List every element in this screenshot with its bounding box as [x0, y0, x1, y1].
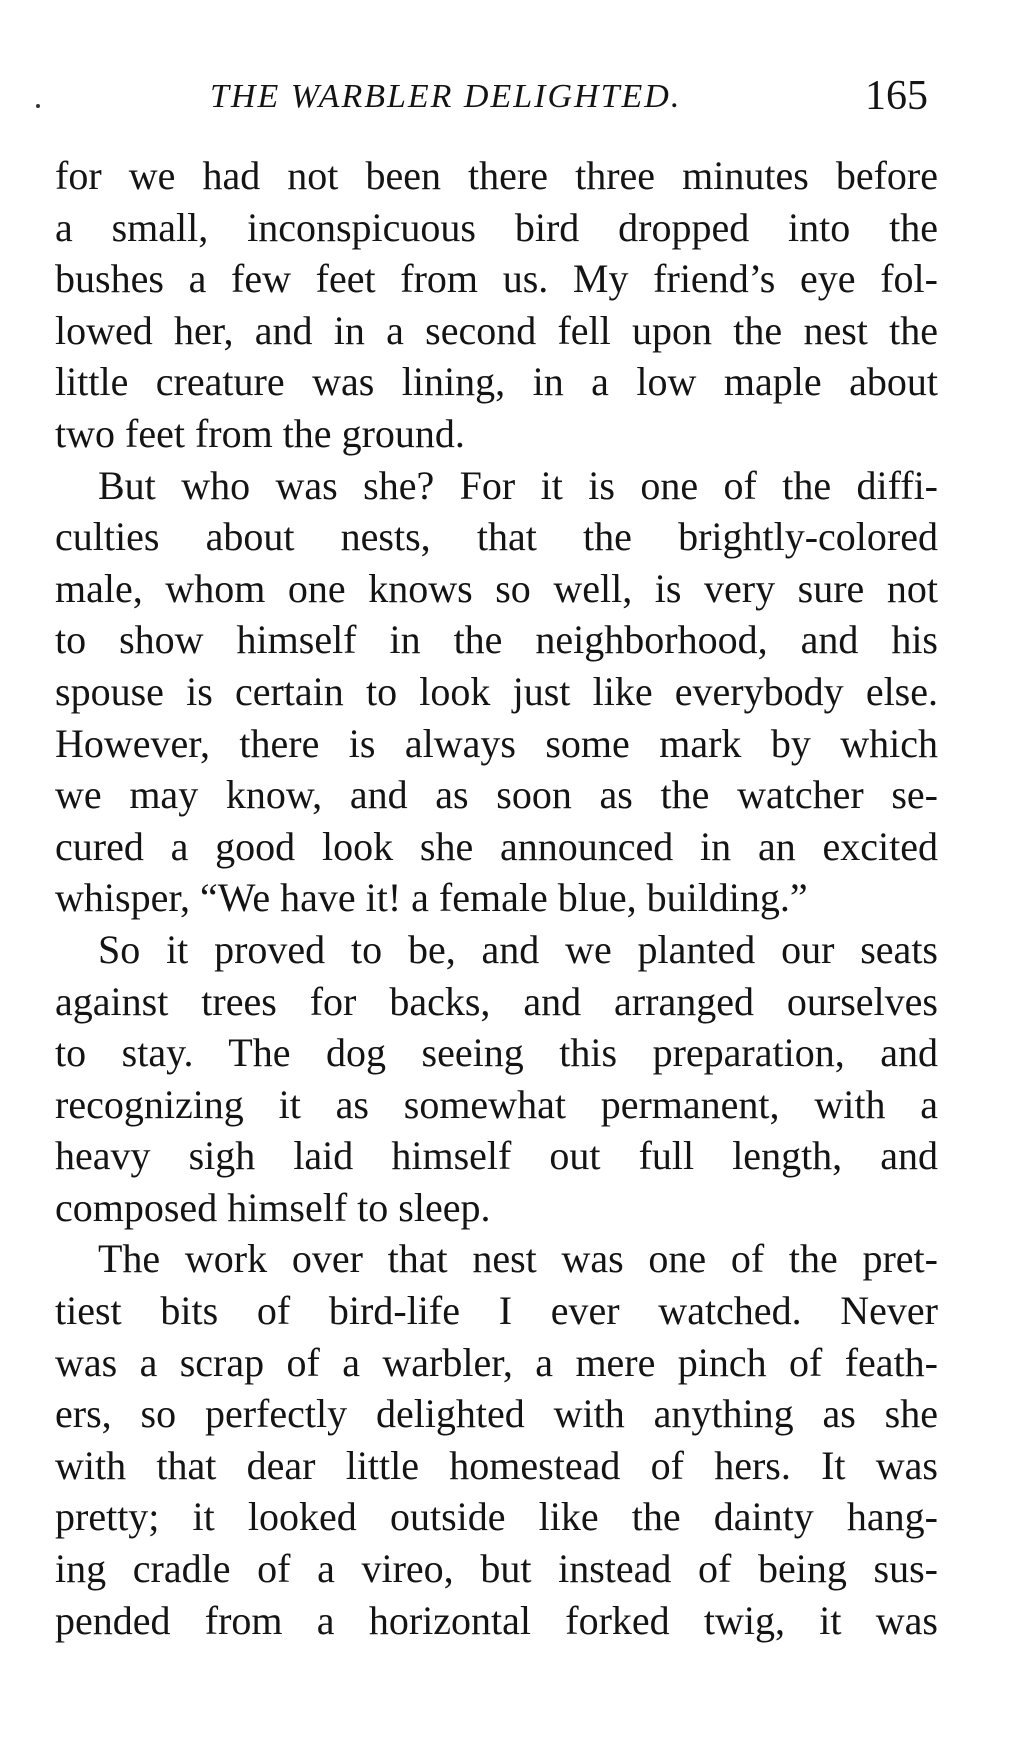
text-line: ing cradle of a vireo, but instead of being sus-	[55, 1546, 938, 1592]
text-line: The work over that nest was one of the pret-	[98, 1236, 938, 1282]
running-head	[55, 72, 938, 126]
text-line: whisper, “We have it! a female blue, building.”	[55, 875, 808, 921]
text-line: But who was she? For it is one of the diffi-	[98, 462, 938, 508]
text-line: tiest bits of bird-life I ever watched. Never	[55, 1288, 938, 1334]
print-speck	[36, 104, 40, 108]
text-line: heavy sigh laid himself out full length, and	[55, 1133, 938, 1179]
text-line: recognizing it as somewhat permanent, with a	[55, 1081, 938, 1127]
text-line: spouse is certain to look just like everybody else.	[55, 668, 938, 714]
text-line: to stay. The dog seeing this preparation, and	[55, 1030, 938, 1076]
text-line: So it proved to be, and we planted our seats	[98, 926, 938, 972]
text-line: pretty; it looked outside like the dainty hang-	[55, 1494, 938, 1540]
text-line: composed himself to sleep.	[55, 1184, 491, 1230]
text-line: culties about nests, that the brightly-colored	[55, 514, 938, 560]
text-line: to show himself in the neighborhood, and his	[55, 617, 938, 663]
body-text	[55, 150, 938, 1646]
text-line: was a scrap of a warbler, a mere pinch of feath-	[55, 1339, 938, 1385]
running-title: THE WARBLER DELIGHTED.	[210, 78, 682, 115]
text-line: cured a good look she announced in an excited	[55, 823, 938, 869]
text-line: a small, inconspicuous bird dropped into the	[55, 204, 938, 250]
text-line: little creature was lining, in a low maple about	[55, 359, 938, 405]
text-line: bushes a few feet from us. My friend’s eye fol-	[55, 256, 938, 302]
page-number: 165	[865, 73, 928, 119]
text-line: male, whom one knows so well, is very sure not	[55, 565, 938, 611]
text-line: ers, so perfectly delighted with anything as she	[55, 1391, 938, 1437]
text-line: lowed her, and in a second fell upon the nest the	[55, 307, 938, 353]
text-line: with that dear little homestead of hers. It was	[55, 1442, 938, 1488]
text-line: for we had not been there three minutes before	[55, 153, 938, 198]
text-line: pended from a horizontal forked twig, it was	[55, 1597, 938, 1643]
text-line: we may know, and as soon as the watcher se-	[55, 772, 938, 818]
text-line: two feet from the ground.	[55, 410, 465, 456]
text-line: against trees for backs, and arranged ourselves	[55, 978, 938, 1024]
text-line: However, there is always some mark by which	[55, 720, 938, 766]
